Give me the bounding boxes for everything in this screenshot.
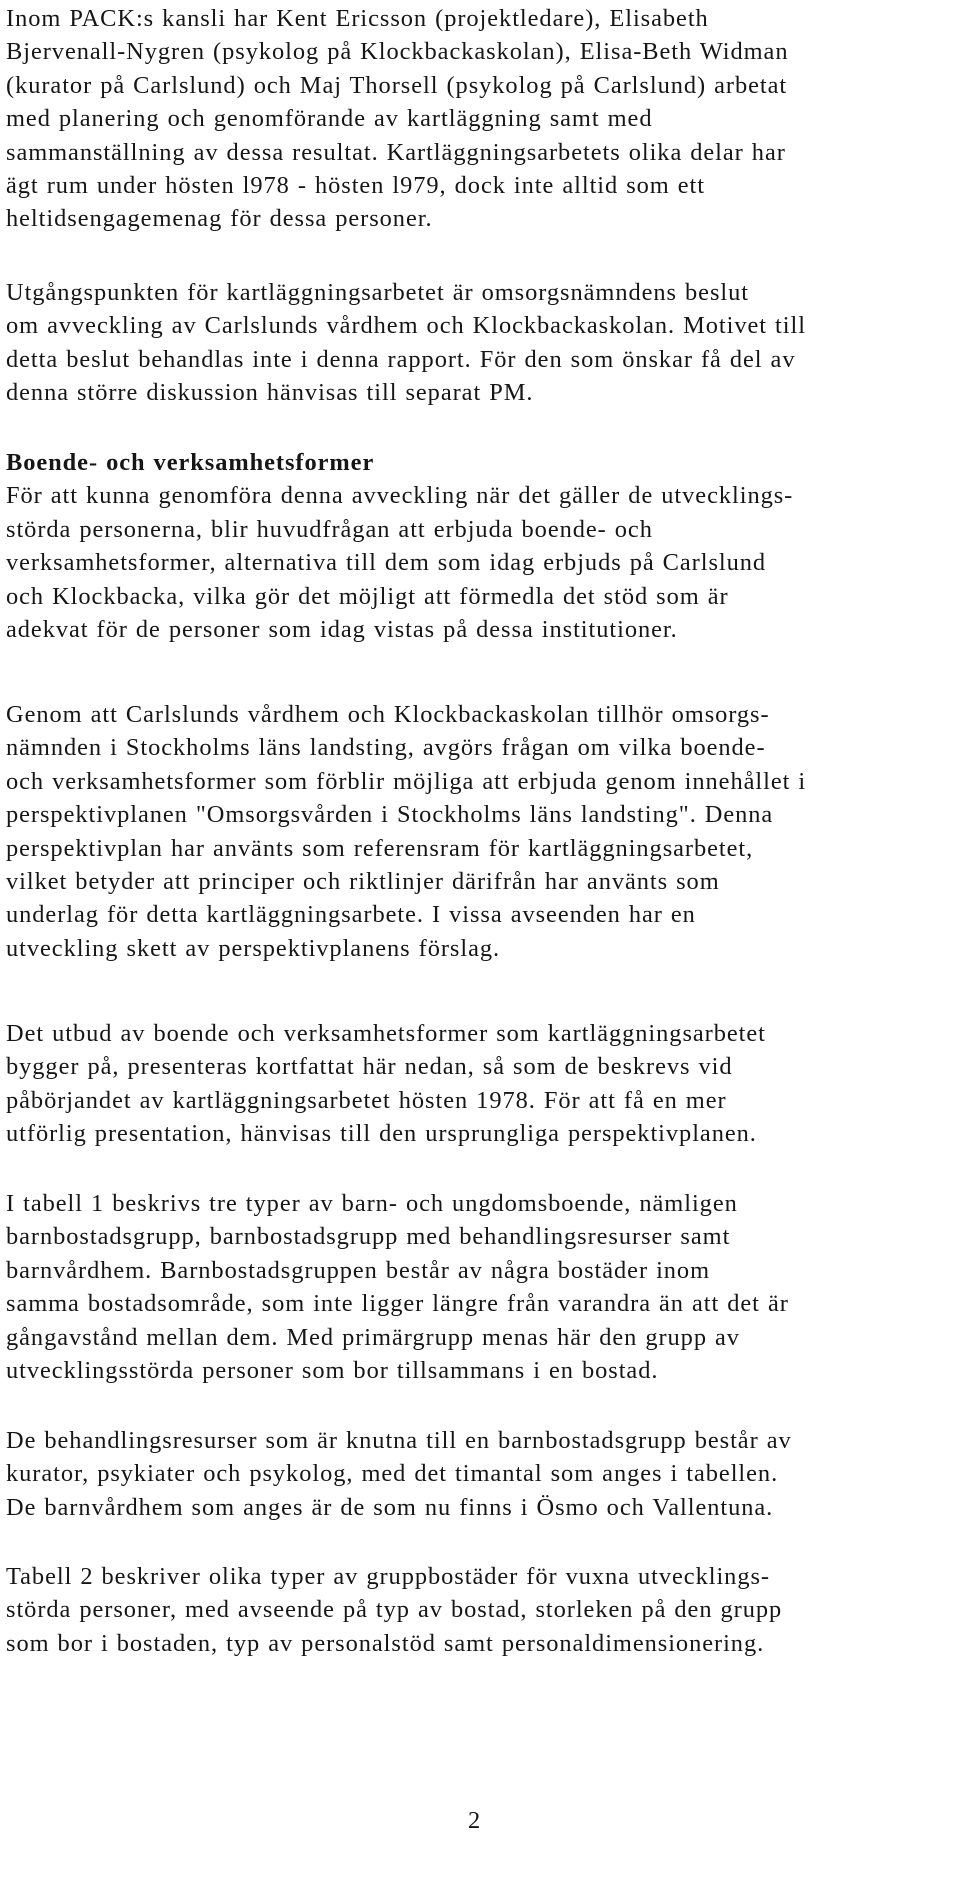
text-line: samma bostadsområde, som inte ligger längre från varandra än att det är (6, 1290, 789, 1318)
text-line: vilket betyder att principer och riktlinjer därifrån har använts som (6, 868, 720, 896)
text-line: perspektivplan har använts som referensram för kartläggningsarbetet, (6, 834, 754, 862)
paragraph-intro (6, 2, 954, 236)
text-line: I tabell 1 beskrivs tre typer av barn- och ungdomsboende, nämligen (6, 1190, 738, 1217)
text-line: ägt rum under hösten l978 - hösten l979, dock inte alltid som ett (6, 172, 705, 200)
text-line: Tabell 2 beskriver olika typer av gruppbostäder för vuxna utvecklings- (6, 1563, 770, 1590)
paragraph-housing-forms (6, 446, 954, 646)
text-line: störda personerna, blir huvudfrågan att erbjuda boende- och (6, 515, 653, 543)
text-line: utveckling skett av perspektivplanens förslag. (6, 934, 501, 962)
text-line: denna större diskussion hänvisas till separat PM. (6, 379, 534, 407)
text-line: Inom PACK:s kansli har Kent Ericsson (projektledare), Elisabeth (6, 5, 709, 32)
paragraph-table-2 (6, 1560, 954, 1660)
paragraph-table-1 (6, 1187, 954, 1387)
text-line: verksamhetsformer, alternativa till dem som idag erbjuds på Carlslund (6, 549, 767, 577)
text-line: och Klockbacka, vilka gör det möjligt att förmedla det stöd som är (6, 582, 729, 610)
text-line: perspektivplanen "Omsorgsvården i Stockholms läns landsting". Denna (6, 801, 774, 829)
page-number: 2 (468, 1807, 481, 1834)
section-heading: Boende- och verksamhetsformer (6, 449, 375, 476)
text-line: Det utbud av boende och verksamhetsformer som kartläggningsarbetet (6, 1020, 766, 1047)
text-line: detta beslut behandlas inte i denna rapport. För den som önskar få del av (6, 345, 796, 373)
text-line: heltidsengagemenag för dessa personer. (6, 205, 433, 233)
paragraph-perspective-plan (6, 698, 954, 965)
text-line: (kurator på Carlslund) och Maj Thorsell (psykolog på Carlslund) arbetat (6, 71, 788, 99)
paragraph-starting-point (6, 276, 954, 410)
text-line: nämnden i Stockholms läns landsting, avgörs frågan om vilka boende- (6, 734, 766, 762)
text-line: barnbostadsgrupp, barnbostadsgrupp med behandlingsresurser samt (6, 1223, 731, 1251)
paragraph-treatment-resources (6, 1424, 954, 1524)
text-line: som bor i bostaden, typ av personalstöd samt personaldimensionering. (6, 1629, 765, 1657)
text-line: bygger på, presenteras kortfattat här nedan, så som de beskrevs vid (6, 1053, 733, 1081)
text-line: påbörjandet av kartläggningsarbetet hösten 1978. För att få en mer (6, 1086, 727, 1114)
text-line: adekvat för de personer som idag vistas på dessa institutioner. (6, 616, 678, 644)
text-line: störda personer, med avseende på typ av bostad, storleken på den grupp (6, 1596, 783, 1624)
text-line: sammanställning av dessa resultat. Kartläggningsarbetets olika delar har (6, 138, 786, 166)
text-line: Genom att Carlslunds vårdhem och Klockbackaskolan tillhör omsorgs- (6, 701, 770, 728)
text-line: och verksamhetsformer som förblir möjliga att erbjuda genom innehållet i (6, 767, 807, 795)
text-line: barnvårdhem. Barnbostadsgruppen består av några bostäder inom (6, 1256, 711, 1284)
paragraph-offer (6, 1017, 954, 1151)
text-line: om avveckling av Carlslunds vårdhem och Klockbackaskolan. Motivet till (6, 312, 806, 340)
text-line: underlag för detta kartläggningsarbete. I vissa avseenden har en (6, 901, 696, 929)
text-line: med planering och genomförande av kartläggning samt med (6, 105, 653, 133)
text-line: För att kunna genomföra denna avveckling när det gäller de utvecklings- (6, 482, 794, 510)
text-line: gångavstånd mellan dem. Med primärgrupp menas här den grupp av (6, 1323, 740, 1351)
text-line: utförlig presentation, hänvisas till den ursprungliga perspektivplanen. (6, 1120, 757, 1148)
text-line: Bjervenall-Nygren (psykolog på Klockbackaskolan), Elisa-Beth Widman (6, 38, 789, 66)
text-line: kurator, psykiater och psykolog, med det timantal som anges i tabellen. (6, 1460, 779, 1488)
text-line: De behandlingsresurser som är knutna till en barnbostadsgrupp består av (6, 1427, 792, 1454)
text-line: utvecklingsstörda personer som bor tillsammans i en bostad. (6, 1357, 659, 1385)
text-line: Utgångspunkten för kartläggningsarbetet är omsorgsnämndens beslut (6, 279, 749, 306)
text-line: De barnvårdhem som anges är de som nu finns i Ösmo och Vallentuna. (6, 1493, 774, 1521)
